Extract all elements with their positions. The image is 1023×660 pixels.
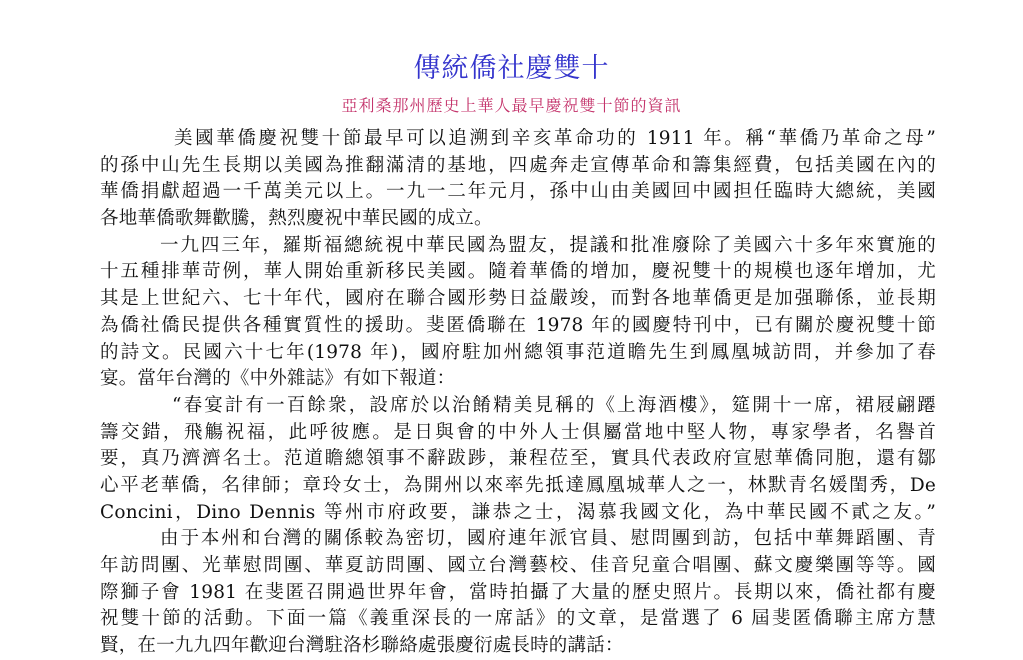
paragraph-line: 一九四三年，羅斯福總統視中華民國為盟友，提議和批准廢除了美國六十多年來實施的 [160, 234, 936, 256]
document-title: 傳統僑社慶雙十 [413, 53, 610, 84]
quote-line: “春宴計有一百餘衆，設席於以治餚精美見稱的《上海酒樓》，筵開十一席，裙屐翩蹮 [172, 394, 936, 416]
paragraph-line: 的孫中山先生長期以美國為推翻滿清的基地，四處奔走宣傳革命和籌集經費，包括美國在內的 [100, 154, 936, 176]
paragraph-line: 年訪問團、光華慰問團、華夏訪問團、國立台灣藝校、佳音兒童合唱團、蘇文慶樂團等等。國 [100, 555, 936, 576]
quote-line: 心平老華僑，名律師；章玲女士，為開州以來率先抵達鳳凰城華人之一，林默青名媛閨秀，De [100, 474, 936, 496]
quote-line: Concini，Dino Dennis 等州市府政要，謙恭之士，渴慕我國文化，為中華民國不貳之友。” [100, 501, 936, 523]
paragraph-line: 際獅子會 1981 在斐匿召開過世界年會，當時拍攝了大量的歷史照片。長期以來，僑社都有慶 [100, 581, 936, 603]
paragraph-line: 祝雙十節的活動。下面一篇《義重深長的一席話》的文章，是當選了 6 屆斐匿僑聯主席方慧 [100, 608, 936, 630]
article-body [100, 126, 936, 660]
paragraph-line: 的詩文。民國六十七年(1978 年)，國府駐加州總領事范道瞻先生到鳳凰城訪問，并參加了春 [100, 341, 936, 363]
document-subtitle: 亞利桑那州歷史上華人最早慶祝雙十節的資訊 [341, 96, 682, 115]
paragraph-line: 各地華僑歌舞歡騰，熱烈慶祝中華民國的成立。 [100, 208, 493, 230]
paragraph-line: 其是上世紀六、七十年代，國府在聯合國形勢日益嚴竣，而對各地華僑更是加强聯係，並長期 [100, 288, 936, 310]
paragraph-line: 賢，在一九九四年歡迎台灣駐洛杉聯絡處張慶衍處長時的講話： [100, 635, 624, 657]
paragraph-line: 十五種排華苛例，華人開始重新移民美國。隨着華僑的增加，慶祝雙十的規模也逐年增加，尤 [100, 261, 936, 283]
quote-line: 要，真乃濟濟名士。范道瞻總領事不辭跋踄，兼程莅至，實具代表政府宣慰華僑同胞，還有鄒 [100, 448, 936, 470]
paragraph-line: 華僑捐獻超過一千萬美元以上。一九一二年元月，孫中山由美國回中國担任臨時大總統，美國 [100, 181, 936, 203]
paragraph-line: 美國華僑慶祝雙十節最早可以追溯到辛亥革命功的 1911 年。稱“華僑乃革命之母” [174, 128, 936, 149]
paragraph-line: 由于本州和台灣的關係較為密切，國府連年派官員、慰問團到訪，包括中華舞蹈團、青 [160, 528, 936, 550]
paragraph-line: 為僑社僑民提供各種實質性的援助。斐匿僑聯在 1978 年的國慶特刊中，已有關於慶祝雙十節 [100, 314, 936, 336]
paragraph-line: 宴。當年台灣的《中外雜誌》有如下報道： [100, 368, 456, 390]
quote-line: 籌交錯，飛觴祝福，此呼彼應。是日與會的中外人士俱屬當地中堅人物，專家學者，名譽首 [100, 421, 936, 443]
